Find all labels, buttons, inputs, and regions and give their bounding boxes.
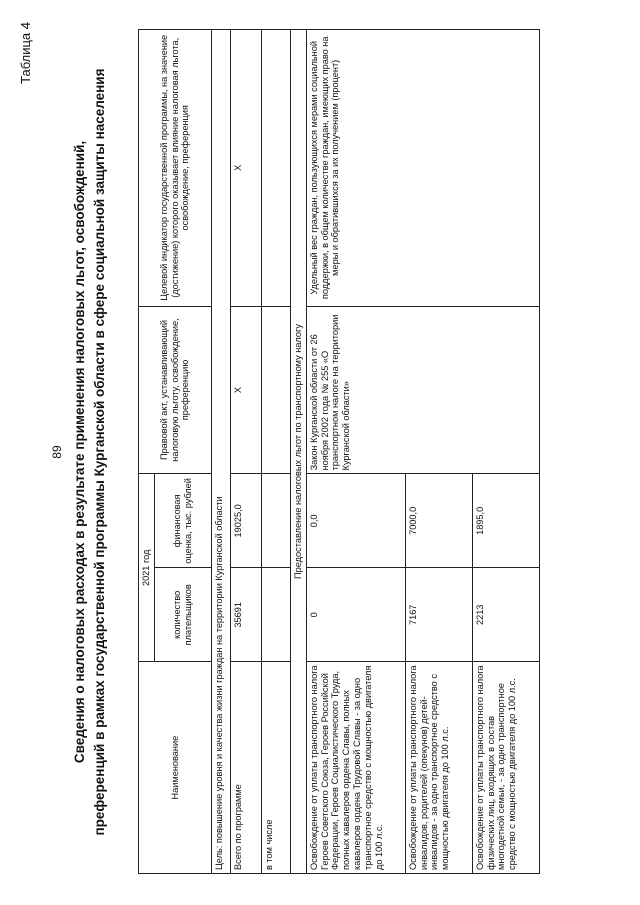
total-indicator: Х <box>230 30 261 307</box>
header-row-1 <box>139 30 155 874</box>
row-name: Освобождение от уплаты транспортного налога Героев Советского Союза, Героев Российской Федерации, Героев Социалистического Труда, полных кавалеров ордена Славы, полных кавалеров ордена Трудовой Славы - за одно транспортное средство с мощностью двигателя до 100 л.с. <box>306 662 405 874</box>
title-line-2: преференций в рамках государственной программы Курганской области в сфере социальной защиты населения <box>92 68 107 836</box>
row-count: 0 <box>306 568 405 662</box>
header-name: Наименование <box>139 662 212 874</box>
header-act: Правовой акт, устанавливающий налоговую льготу, освобождение, преференцию <box>139 306 212 474</box>
total-row <box>230 30 261 874</box>
row-indicator: Удельный вес граждан, пользующихся мерами социальной поддержки, в общем количестве граждан, имеющих право на меры и обратившихся за их получением (процент) <box>306 30 539 307</box>
goal-text: Цель: повышение уровня и качества жизни граждан на территории Курганской области <box>211 30 230 874</box>
goal-row <box>211 30 230 874</box>
total-name: Всего по программе <box>230 662 261 874</box>
page-number: 89 <box>50 445 64 459</box>
header-estimate: финансовая оценка, тыс. рублей <box>154 474 211 568</box>
table-label: Таблица 4 <box>18 22 33 84</box>
section-row <box>290 30 306 874</box>
table-row <box>306 30 405 874</box>
section-label: Предоставление налоговых льгот по транспортному налогу <box>290 30 306 874</box>
total-estimate: 19025,0 <box>230 474 261 568</box>
row-estimate: 0,0 <box>306 474 405 568</box>
total-act: Х <box>230 306 261 474</box>
tax-expenditure-table <box>138 29 540 874</box>
header-indicator: Целевой индикатор государственной программы, на значение (достижение) которого оказывает влияние налоговая льгота, освобождение, преференция <box>139 30 212 307</box>
row-estimate: 7000,0 <box>405 474 472 568</box>
title-line-1: Сведения о налоговых расходах в результате применения налоговых льгот, освобождений, <box>72 140 87 764</box>
row-name: Освобождение от уплаты транспортного налога инвалидов, родителей (опекунов) детей-инвалидов - за одно транспортное средство с мощностью двигателя до 100 л.с. <box>405 662 472 874</box>
row-count: 7167 <box>405 568 472 662</box>
rotated-sheet <box>10 12 630 892</box>
total-count: 35691 <box>230 568 261 662</box>
including-row <box>261 30 290 874</box>
including-label: в том числе <box>261 662 290 874</box>
header-count: количество плательщиков <box>154 568 211 662</box>
row-estimate: 1895,0 <box>472 474 539 568</box>
row-act: Закон Курганской области от 26 ноября 2002 года № 255 «О транспортном налоге на территории Курганской области» <box>306 306 539 474</box>
row-count: 2213 <box>472 568 539 662</box>
header-year: 2021 год <box>139 474 155 662</box>
row-name: Освобождение от уплаты транспортного налога физических лиц, входящих в состав многодетной семьи, - за одно транспортное средство с мощностью двигателя до 100 л.с. <box>472 662 539 874</box>
